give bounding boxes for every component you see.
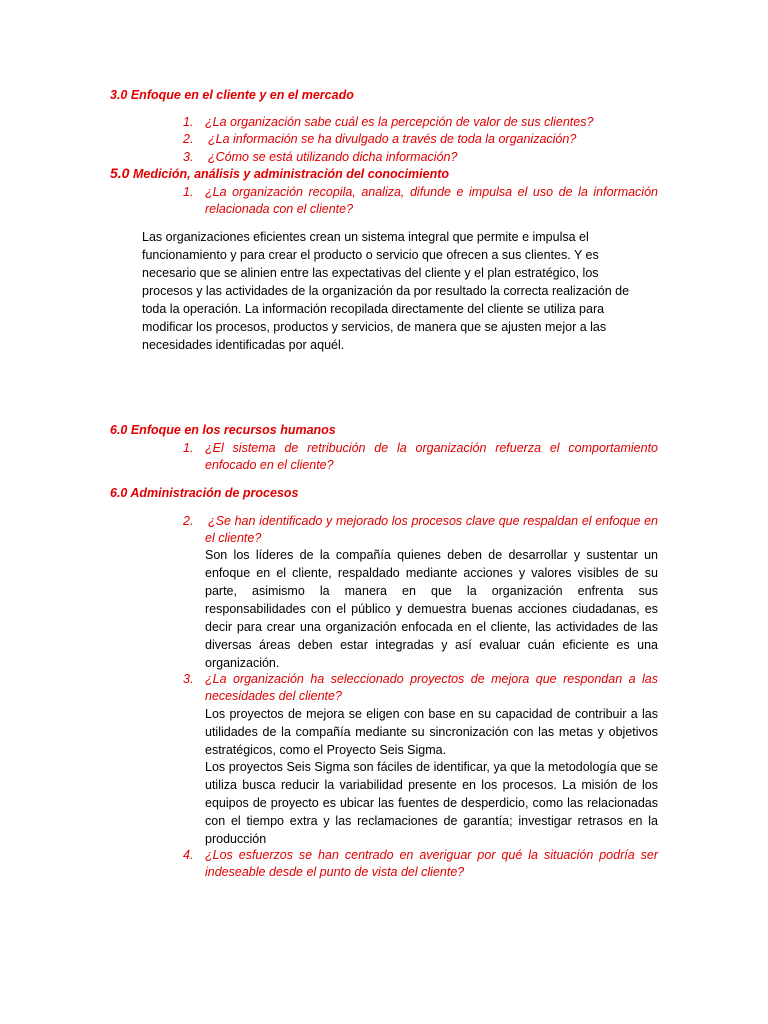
s3-question-2 bbox=[183, 131, 658, 148]
s6b-answer-3b: Los proyectos Seis Sigma son fáciles de identificar, ya que la metodología que se utiliza busca reducir la variabilidad presente en los procesos. La misión de los equipos de proyecto es ubicar las fuentes de desperdicio, como las relacionadas con el tiempo extra y las reclamaciones de garantía; investigar retrasos en la producción bbox=[205, 760, 658, 846]
question-number: 1. bbox=[183, 185, 194, 199]
s5-question-1 bbox=[183, 184, 658, 218]
s3-question-1 bbox=[183, 114, 658, 131]
question-text: ¿La organización recopila, analiza, difunde e impulsa el uso de la información relacionada con el cliente? bbox=[205, 185, 658, 216]
s6b-answer-3a: Los proyectos de mejora se eligen con base en su capacidad de contribuir a las utilidades de la compañía mediante su sincronización con las metas y objetivos estratégicos, como el Proyecto Seis Sigma. bbox=[205, 707, 658, 757]
paragraph-line: necesidades identificadas por aquél. bbox=[142, 338, 345, 352]
question-number: 3. bbox=[183, 150, 194, 164]
section-6a-title: 6.0 Enfoque en los recursos humanos bbox=[110, 423, 336, 437]
question-number: 1. bbox=[183, 115, 194, 129]
paragraph-line: Las organizaciones eficientes crean un sistema integral que permite e impulsa el bbox=[142, 230, 589, 244]
question-number: 1. bbox=[183, 441, 194, 455]
s6b-question-4 bbox=[183, 847, 658, 881]
question-text: ¿Cómo se está utilizando dicha información? bbox=[208, 150, 458, 164]
question-text: ¿Se han identificado y mejorado los procesos clave que respaldan el enfoque en el cliente? bbox=[205, 514, 658, 545]
question-number: 3. bbox=[183, 672, 194, 686]
s5-paragraph bbox=[142, 228, 630, 354]
section-title-text: Medición, análisis y administración del conocimiento bbox=[132, 167, 449, 181]
question-text: ¿La información se ha divulgado a través de toda la organización? bbox=[208, 132, 577, 146]
paragraph-line: toda la operación. La información recopilada directamente del cliente se utiliza para bbox=[142, 302, 605, 316]
question-text: ¿El sistema de retribución de la organización refuerza el comportamiento enfocado en el cliente? bbox=[205, 441, 658, 472]
section-number: 5.0 bbox=[110, 165, 130, 181]
question-text: ¿Los esfuerzos se han centrado en averiguar por qué la situación podría ser indeseable desde el punto de vista del cliente? bbox=[205, 848, 658, 879]
section-6b-title: 6.0 Administración de procesos bbox=[110, 486, 299, 500]
s3-question-3 bbox=[183, 149, 658, 166]
paragraph-line: procesos y las actividades de la organización da por resultado la correcta realización de bbox=[142, 284, 630, 298]
paragraph-line: necesario que se alinien entre las expectativas del cliente y el plan estratégico, los bbox=[142, 266, 599, 280]
s6b-question-2 bbox=[183, 513, 658, 547]
question-text: ¿La organización ha seleccionado proyectos de mejora que respondan a las necesidades del cliente? bbox=[205, 672, 658, 703]
section-3-title: 3.0 Enfoque en el cliente y en el mercado bbox=[110, 88, 354, 102]
question-text: ¿La organización sabe cuál es la percepción de valor de sus clientes? bbox=[205, 115, 594, 129]
question-number: 2. bbox=[183, 132, 194, 146]
question-number: 4. bbox=[183, 848, 194, 862]
s6b-question-3 bbox=[183, 671, 658, 705]
question-number: 2. bbox=[183, 514, 194, 528]
section-5-title bbox=[110, 165, 449, 182]
s6a-question-1 bbox=[183, 440, 658, 474]
s6b-answer-2: Son los líderes de la compañía quienes deben de desarrollar y sustentar un enfoque en el cliente, respaldado mediante acciones y valores visibles de su parte, asimismo la manera en que la organización enfrenta sus responsabilidades con el público y demuestra buenas acciones ciudadanas, es decir para crear una organización enfocada en el cliente, las actividades de las diversas áreas deben estar integradas y así evaluar cuán eficiente es una organización. bbox=[205, 548, 658, 670]
paragraph-line: modificar los procesos, productos y servicios, de manera que se ajusten mejor a las bbox=[142, 320, 607, 334]
paragraph-line: funcionamiento y para crear el producto o servicio que ofrecen a sus clientes. Y es bbox=[142, 248, 599, 262]
